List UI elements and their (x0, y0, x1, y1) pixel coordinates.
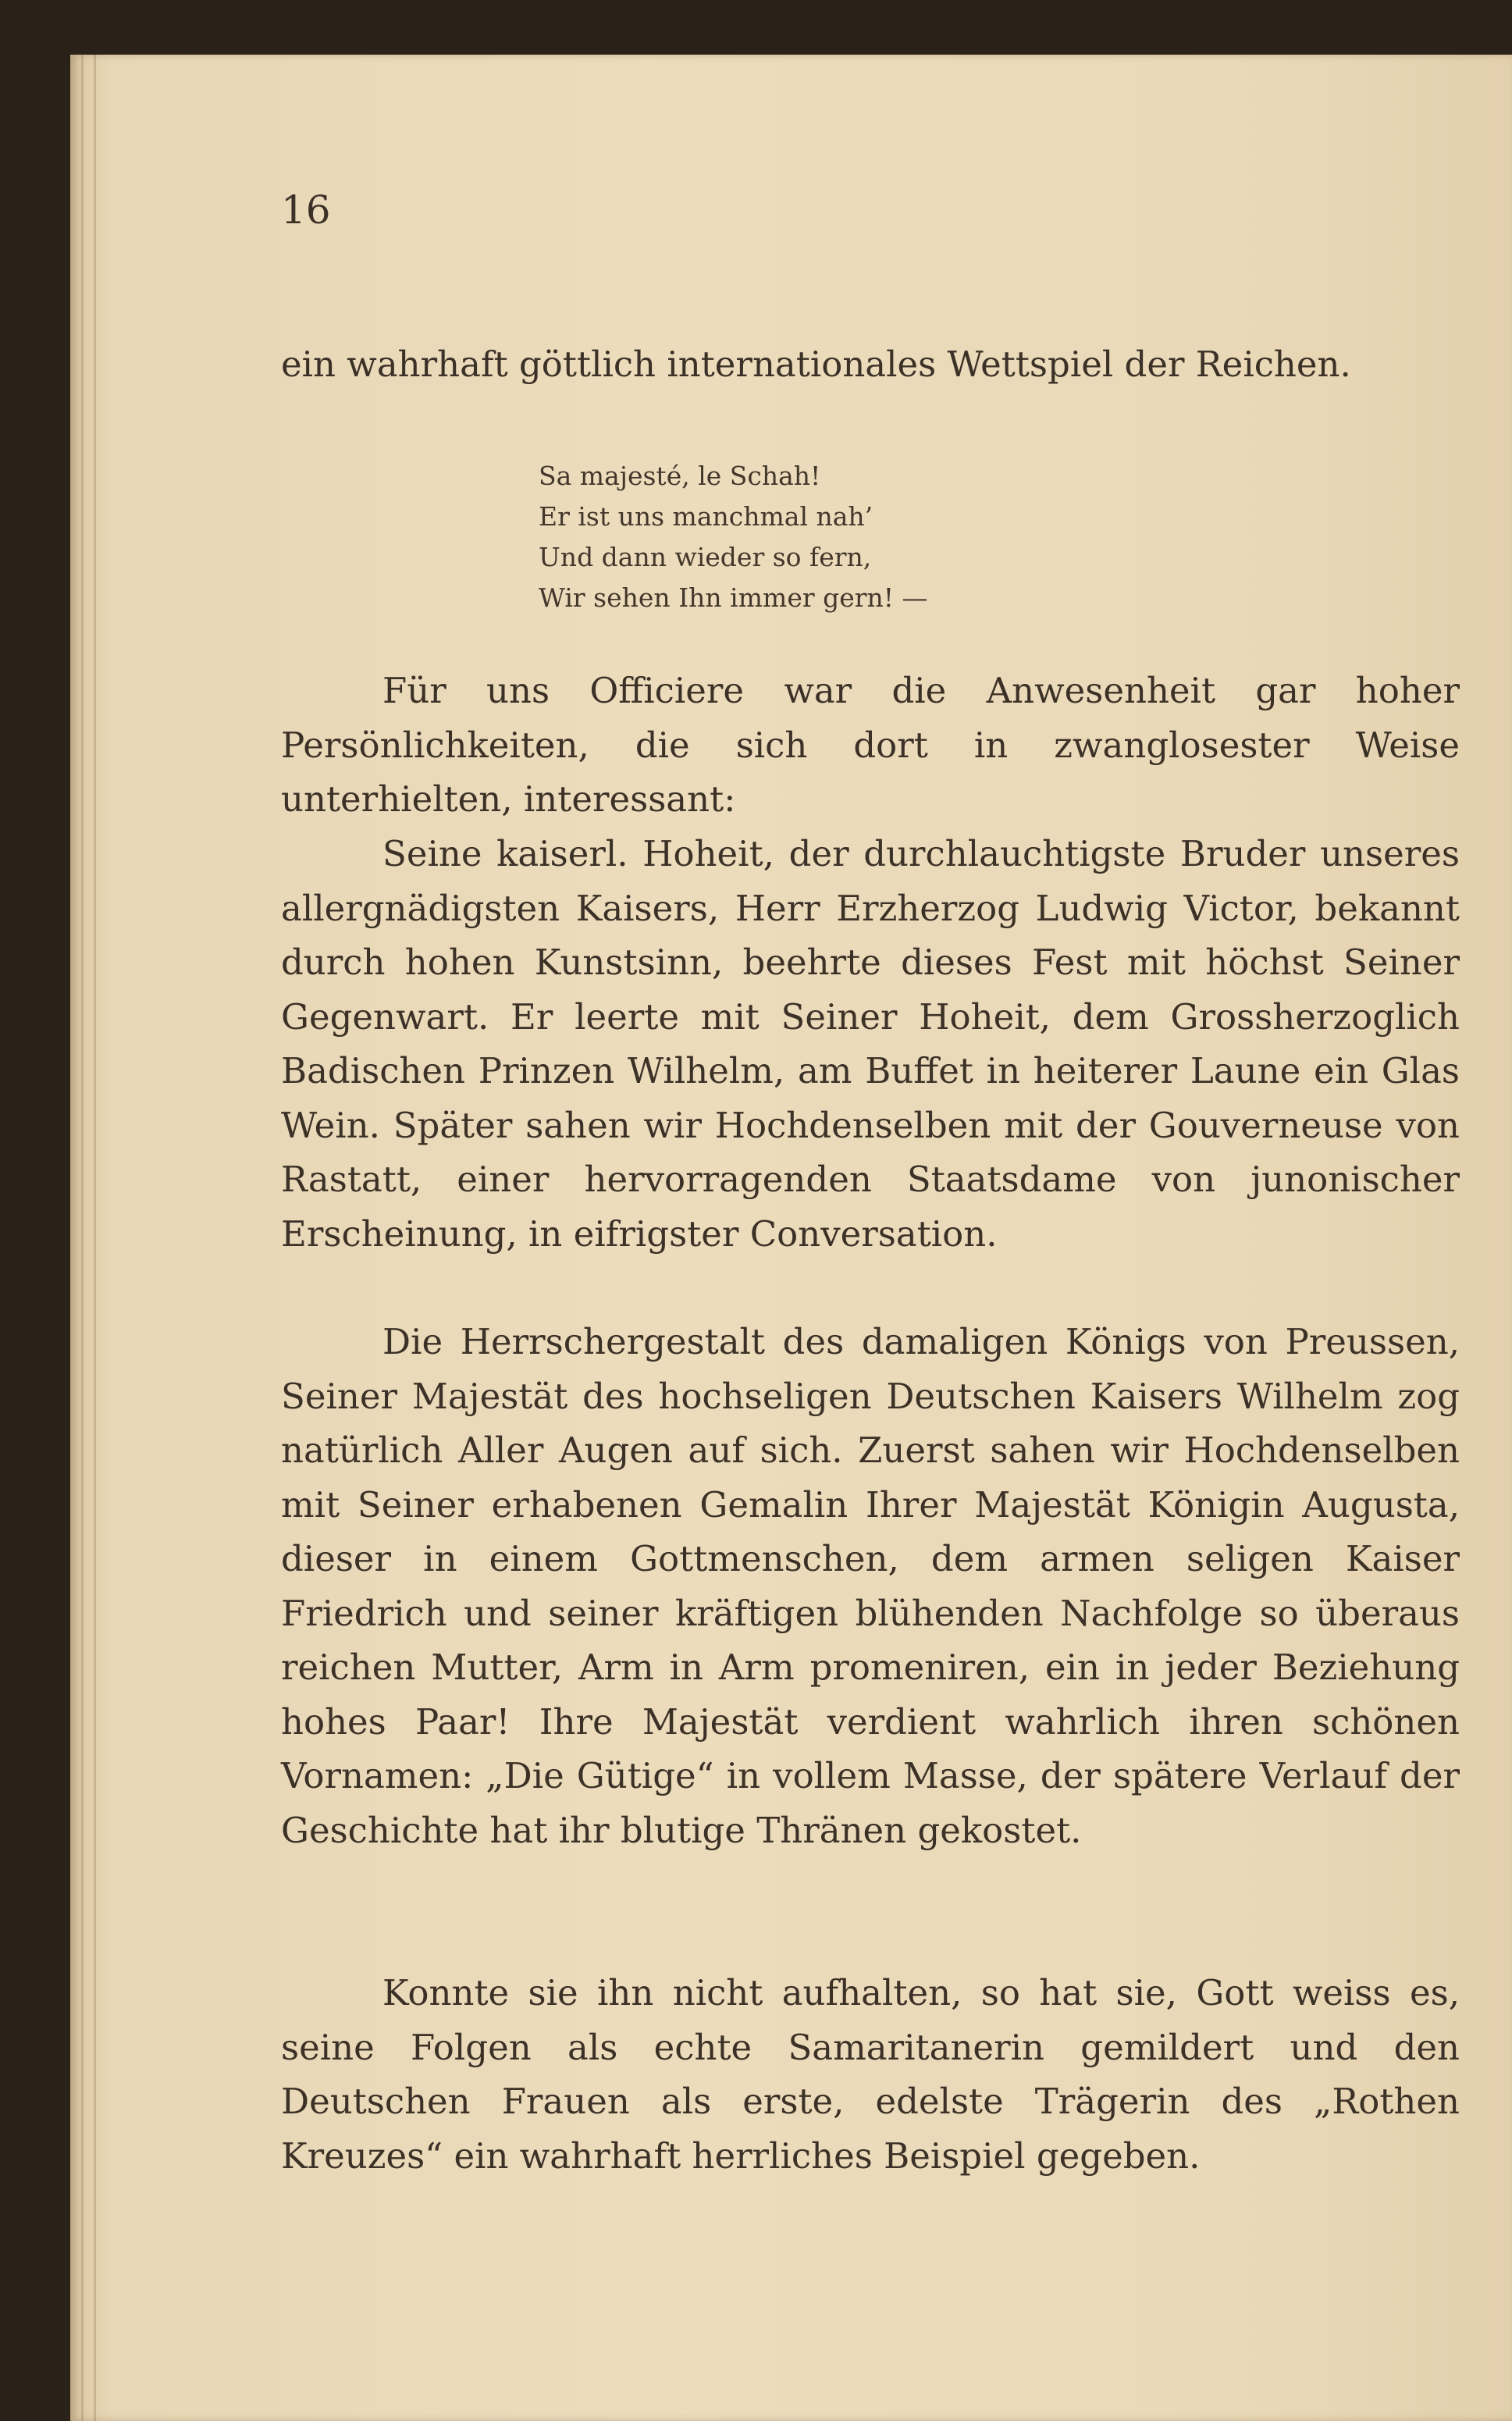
page-number: 16 (281, 187, 331, 233)
paragraph-4: Die Herrschergestalt des damaligen Königs von Preussen, Seiner Majestät des hochseligen Deutschen Kaisers Wilhelm zog natürlich Aller Augen auf sich. Zuerst sahen wir Hochdenselben mit Seiner erhabenen Gemalin Ihrer Majestät Königin Augusta, dieser in einem Gottmenschen, dem armen seligen Kaiser Friedrich und seiner kräftigen blühenden Nachfolge so überaus reichen Mutter, Arm in Arm promeniren, ein in jeder Beziehung hohes Paar! Ihre Majestät verdient wahrlich ihren schönen Vornamen: „Die Gütige“ in vollem Masse, der spätere Verlauf der Geschichte hat ihr blutige Thränen gekostet. (281, 1321, 1460, 1851)
paragraph-1: ein wahrhaft göttlich internationales Wettspiel der Reichen. (281, 344, 1351, 385)
verse-line: Er ist uns manchmal nah’ (539, 501, 873, 532)
page-edge-line (94, 55, 96, 2421)
verse-line: Und dann wieder so fern, (539, 542, 872, 572)
verse-block (539, 456, 928, 618)
paragraph-2: Für uns Officiere war die Anwesenheit gar hoher Persönlichkeiten, die sich dort in zwanglosester Weise unterhielten, interessant: (281, 670, 1460, 820)
page-paper (70, 55, 1512, 2421)
verse-line: Wir sehen Ihn immer gern! — (539, 582, 928, 613)
paragraph-5: Konnte sie ihn nicht aufhalten, so hat sie, Gott weiss es, seine Folgen als echte Samaritanerin gemildert und den Deutschen Frauen als erste, edelste Trägerin des „Rothen Kreuzes“ ein wahrhaft herrliches Beispiel gegeben. (281, 1972, 1460, 2177)
paragraph-3: Seine kaiserl. Hoheit, der durchlauchtigste Bruder unseres allergnädigsten Kaisers, Herr Erzherzog Ludwig Victor, bekannt durch hohen Kunstsinn, beehrte dieses Fest mit höchst Seiner Gegenwart. Er leerte mit Seiner Hoheit, dem Grossherzoglich Badischen Prinzen Wilhelm, am Buffet in heiterer Laune ein Glas Wein. Später sahen wir Hochdenselben mit der Gouverneuse von Rastatt, einer hervorragenden Staatsdame von junonischer Erscheinung, in eifrigster Conversation. (281, 833, 1460, 1255)
page-edge-line (81, 55, 84, 2421)
verse-line: Sa majesté, le Schah! (539, 461, 821, 491)
